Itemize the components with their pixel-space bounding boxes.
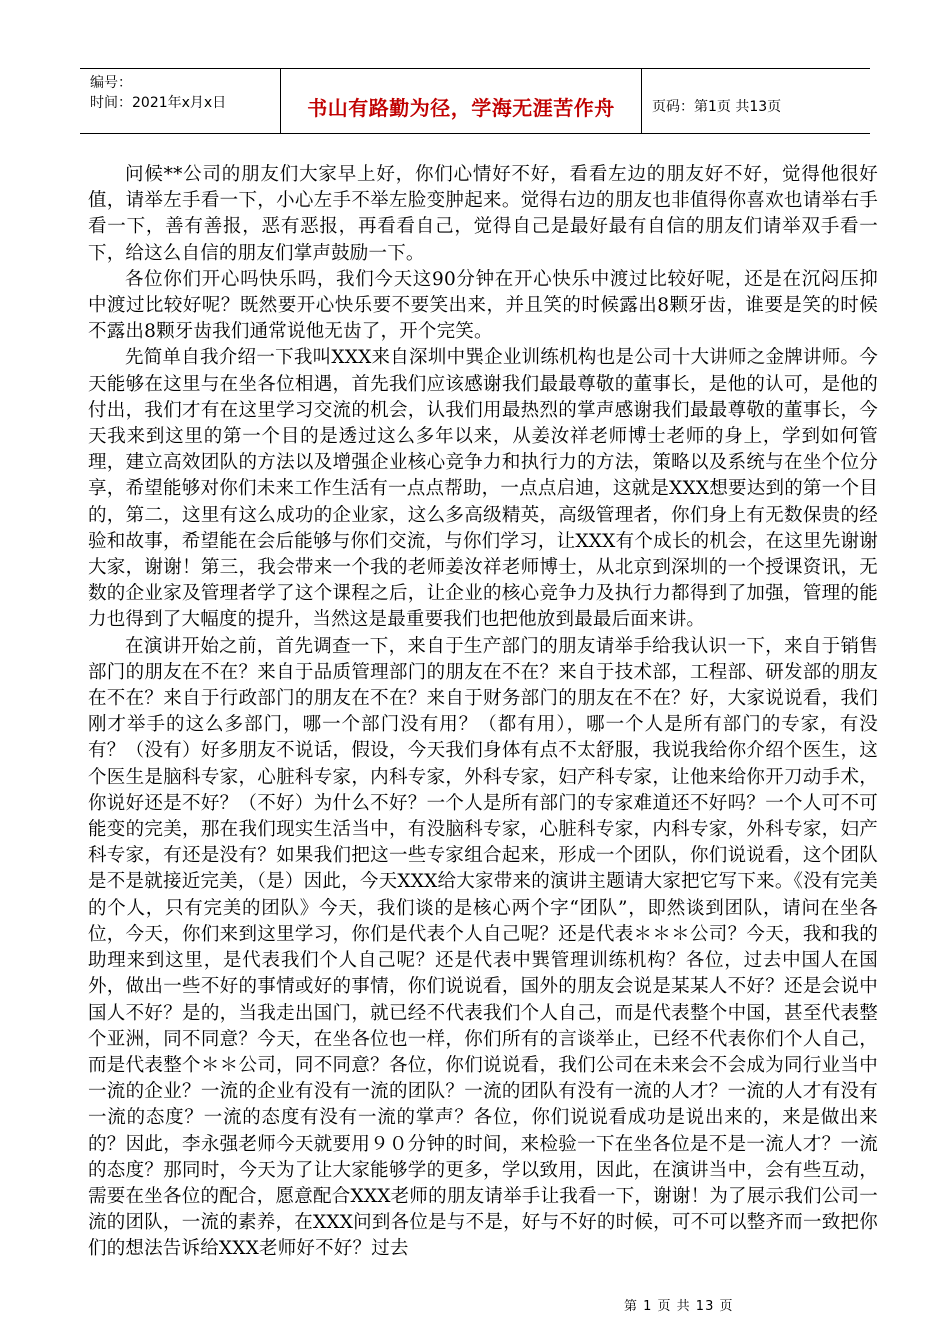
paragraph: 问候**公司的朋友们大家早上好，你们心情好不好，看看左边的朋友好不好，觉得他很好值，请举左手看一下，小心左手不举左脸变肿起来。觉得右边的朋友也非值得你喜欢也请举右手看一下，善有善报，恶有恶报，再看看自己，觉得自己是最好最有自信的朋友们请举双手看一下，给这么自信的朋友们掌声鼓励一下。 [88,164,878,264]
paragraph: 各位你们开心吗快乐吗，我们今天这90分钟在开心快乐中渡过比较好呢，还是在沉闷压抑中渡过比较好呢？既然要开心快乐要不要笑出来，并且笑的时候露出8颗牙齿，谁要是笑的时候不露出8颗牙齿我们通常说他无齿了，开个完笑。 [88,268,878,343]
page-header [80,68,870,134]
page-code: 页码：第1页 共13页 [652,99,782,115]
header-page-cell [642,69,870,133]
header-motto-cell [280,69,642,133]
paragraph: 在演讲开始之前，首先调查一下，来自于生产部门的朋友请举手给我认识一下，来自于销售部门的朋友在不在？来自于品质管理部门的朋友在不在？来自于技术部，工程部、研发部的朋友在不在？来自于行政部门的朋友在不在？来自于财务部门的朋友在不在？好，大家说说看，我们刚才举手的这么多部门，哪一个部门没有用？（都有用），哪一个人是所有部门的专家，有没有？（没有）好多朋友不说话，假设，今天我们身体有点不太舒服，我说我给你介绍个医生，这个医生是脑科专家，心脏科专家，内科专家，外科专家，妇产科专家，让他来给你开刀动手术，你说好还是不好？（不好）为什么不好？一个人是所有部门的专家难道还不好吗？一个人可不可能变的完美，那在我们现实生活当中，有没脑科专家，心脏科专家，内科专家，外科专家，妇产科专家，有还是没有？如果我们把这一些专家组合起来，形成一个团队，你们说说看，这个团队是不是就接近完美，（是）因此，今天XXX给大家带来的演讲主题请大家把它写下来。《没有完美的个人，只有完美的团队》今天，我们谈的是核心两个字“团队”，即然谈到团队，请问在坐各位，今天，你们来到这里学习，你们是代表个人自己呢？还是代表＊＊＊公司？今天，我和我的助理来到这里，是代表我们个人自己呢？还是代表中巽管理训练机构？各位，过去中国人在国外，做出一些不好的事情或好的事情，你们说说看，国外的朋友会说是某某人不好？还是会说中国人不好？是的，当我走出国门，就已经不代表我们个人自己，而是代表整个中国，甚至代表整个亚洲，同不同意？今天，在坐各位也一样，你们所有的言谈举止，已经不代表你们个人自己，而是代表整个＊＊公司，同不同意？各位，你们说说看，我们公司在未来会不会成为同行业当中一流的企业？一流的企业有没有一流的团队？一流的团队有没有一流的人才？一流的人才有没有一流的态度？一流的态度有没有一流的掌声？各位，你们说说看成功是说出来的，来是做出来的？因此，李永强老师今天就要用９０分钟的时间，来检验一下在坐各位是不是一流人才？一流的态度？那同时，今天为了让大家能够学的更多，学以致用，因此，在演讲当中，会有些互动，需要在坐各位的配合，愿意配合XXX老师的朋友请举手让我看一下，谢谢！为了展示我们公司一流的团队，一流的素养，在XXX问到各位是与不是，好与不好的时候，可不可以整齐而一致把你们的想法告诉给XXX老师好不好？过去 [88,635,878,1260]
doc-number-label: 编号： [90,75,132,91]
date-line: 时间：2021年x月x日 [90,95,227,111]
document-body [88,162,878,1263]
header-meta [80,69,280,133]
page-footer: 第 1 页 共 13 页 [624,1299,734,1314]
motto: 书山有路勤为径，学海无涯苦作舟 [307,95,615,120]
paragraph: 先简单自我介绍一下我叫XXX来自深圳中巽企业训练机构也是公司十大讲师之金牌讲师。今天能够在这里与在坐各位相遇，首先我们应该感谢我们最最尊敬的董事长，是他的认可，是他的付出，我们才有在这里学习交流的机会，认我们用最热烈的掌声感谢我们最最尊敬的董事长，今天我来到这里的第一个目的是透过这么多年以来，从姜汝祥老师博士老师的身上，学到如何管理，建立高效团队的方法以及增强企业核心竞争力和执行力的方法，策略以及系统与在坐个位分享，希望能够对你们未来工作生活有一点点帮助，一点点启迪，这就是XXX想要达到的第一个目的，第二，这里有这么成功的企业家，这么多高级精英，高级管理者，你们身上有无数保贵的经验和故事，希望能在会后能够与你们交流，与你们学习，让XXX有个成长的机会，在这里先谢谢大家，谢谢！第三，我会带来一个我的老师姜汝祥老师博士，从北京到深圳的一个授课资讯，无数的企业家及管理者学了这个课程之后，让企业的核心竞争力及执行力都得到了加强，管理的能力也得到了大幅度的提升，当然这是最重要我们也把他放到最最后面来讲。 [88,347,878,631]
